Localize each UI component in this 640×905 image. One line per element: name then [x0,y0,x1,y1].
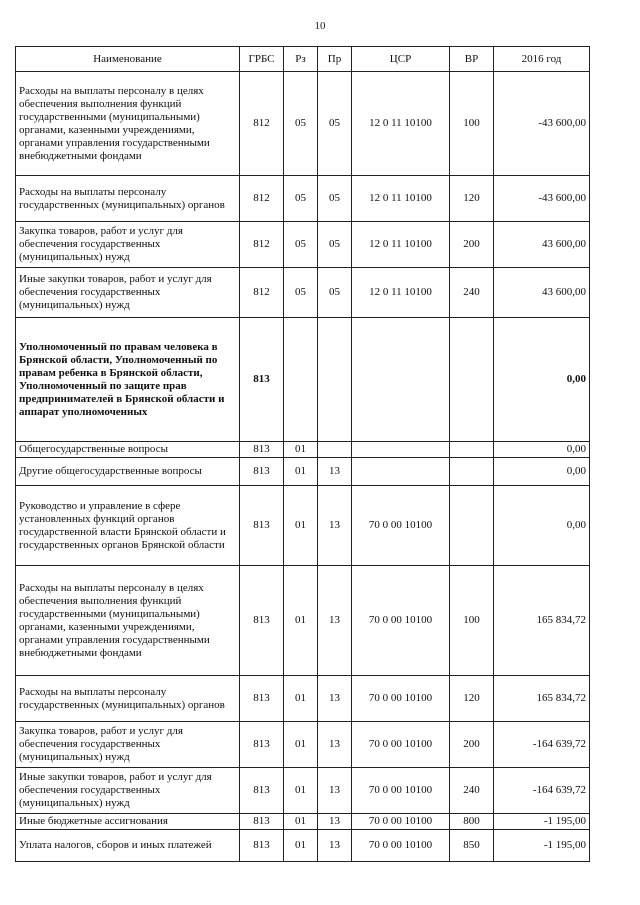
cell-rz: 01 [284,814,318,830]
table-row [16,486,590,566]
cell-vr: 200 [450,722,494,768]
cell-amount: 0,00 [494,318,590,442]
cell-rz: 01 [284,676,318,722]
header-csr: ЦСР [352,47,450,72]
cell-name: Расходы на выплаты персоналу в целях обеспечения выполнения функций государственными (муниципальными) органами, казенными учреждениями, органами управления государственными внебюджетными фондами [16,72,240,176]
cell-pr [318,442,352,458]
cell-name: Общегосударственные вопросы [16,442,240,458]
header-amount: 2016 год [494,47,590,72]
cell-csr [352,318,450,442]
cell-csr: 70 0 00 10100 [352,814,450,830]
cell-amount: 43 600,00 [494,222,590,268]
cell-csr: 70 0 00 10100 [352,676,450,722]
cell-vr: 120 [450,676,494,722]
cell-pr: 05 [318,72,352,176]
table-row [16,268,590,318]
cell-grbs: 812 [240,268,284,318]
table-row [16,442,590,458]
cell-name: Иные закупки товаров, работ и услуг для обеспечения государственных (муниципальных) нужд [16,268,240,318]
cell-vr [450,486,494,566]
cell-pr: 13 [318,722,352,768]
cell-name: Уплата налогов, сборов и иных платежей [16,830,240,862]
cell-grbs: 813 [240,676,284,722]
cell-name: Другие общегосударственные вопросы [16,458,240,486]
cell-amount: -1 195,00 [494,830,590,862]
cell-pr: 13 [318,676,352,722]
cell-pr: 13 [318,566,352,676]
cell-csr: 12 0 11 10100 [352,72,450,176]
cell-pr [318,318,352,442]
table-row [16,768,590,814]
cell-csr: 12 0 11 10100 [352,268,450,318]
cell-vr [450,318,494,442]
cell-pr: 13 [318,768,352,814]
cell-csr: 70 0 00 10100 [352,566,450,676]
cell-rz: 01 [284,830,318,862]
cell-rz: 01 [284,486,318,566]
cell-vr [450,442,494,458]
header-name: Наименование [16,47,240,72]
cell-amount: 0,00 [494,486,590,566]
cell-vr: 240 [450,268,494,318]
cell-grbs: 812 [240,176,284,222]
page-number: 10 [314,20,326,32]
cell-grbs: 813 [240,318,284,442]
cell-name: Иные бюджетные ассигнования [16,814,240,830]
cell-vr [450,458,494,486]
cell-rz: 01 [284,768,318,814]
table-row [16,830,590,862]
table-row [16,318,590,442]
cell-vr: 850 [450,830,494,862]
cell-pr: 05 [318,176,352,222]
cell-grbs: 813 [240,566,284,676]
table-row [16,458,590,486]
table-row [16,676,590,722]
cell-name: Руководство и управление в сфере установленных функций органов государственной власти Брянской области и государственных органов Брянской области [16,486,240,566]
cell-grbs: 813 [240,442,284,458]
cell-name: Расходы на выплаты персоналу государственных (муниципальных) органов [16,676,240,722]
budget-table [15,46,590,862]
table-row [16,722,590,768]
cell-amount: -43 600,00 [494,72,590,176]
cell-amount: -1 195,00 [494,814,590,830]
cell-pr: 13 [318,814,352,830]
cell-amount: -164 639,72 [494,722,590,768]
cell-name: Закупка товаров, работ и услуг для обеспечения государственных (муниципальных) нужд [16,222,240,268]
cell-rz: 01 [284,722,318,768]
cell-grbs: 813 [240,458,284,486]
cell-rz [284,318,318,442]
cell-vr: 100 [450,72,494,176]
cell-amount: 165 834,72 [494,566,590,676]
cell-vr: 100 [450,566,494,676]
cell-rz: 01 [284,566,318,676]
cell-vr: 120 [450,176,494,222]
cell-grbs: 812 [240,222,284,268]
table-row [16,176,590,222]
cell-rz: 01 [284,458,318,486]
cell-csr [352,442,450,458]
cell-rz: 05 [284,176,318,222]
cell-amount: 0,00 [494,442,590,458]
cell-amount: 0,00 [494,458,590,486]
cell-csr: 12 0 11 10100 [352,176,450,222]
cell-csr [352,458,450,486]
cell-csr: 12 0 11 10100 [352,222,450,268]
cell-csr: 70 0 00 10100 [352,722,450,768]
cell-name: Уполномоченный по правам человека в Брянской области, Уполномоченный по правам ребенка в Брянской области, Уполномоченный по защите прав предпринимателей в Брянской области и аппарат уполномоченных [16,318,240,442]
table-header-row [16,47,590,72]
cell-csr: 70 0 00 10100 [352,768,450,814]
cell-rz: 05 [284,222,318,268]
cell-grbs: 813 [240,722,284,768]
cell-name: Расходы на выплаты персоналу государственных (муниципальных) органов [16,176,240,222]
cell-vr: 800 [450,814,494,830]
cell-amount: 43 600,00 [494,268,590,318]
cell-rz: 01 [284,442,318,458]
cell-pr: 05 [318,268,352,318]
cell-name: Закупка товаров, работ и услуг для обеспечения государственных (муниципальных) нужд [16,722,240,768]
cell-pr: 05 [318,222,352,268]
cell-rz: 05 [284,72,318,176]
cell-pr: 13 [318,830,352,862]
cell-vr: 240 [450,768,494,814]
table-row [16,222,590,268]
cell-grbs: 813 [240,768,284,814]
cell-csr: 70 0 00 10100 [352,830,450,862]
header-vr: ВР [450,47,494,72]
cell-name: Иные закупки товаров, работ и услуг для обеспечения государственных (муниципальных) нужд [16,768,240,814]
header-pr: Пр [318,47,352,72]
cell-grbs: 813 [240,486,284,566]
cell-vr: 200 [450,222,494,268]
table-row [16,566,590,676]
cell-amount: -43 600,00 [494,176,590,222]
cell-amount: -164 639,72 [494,768,590,814]
cell-amount: 165 834,72 [494,676,590,722]
header-rz: Рз [284,47,318,72]
cell-rz: 05 [284,268,318,318]
cell-grbs: 813 [240,830,284,862]
cell-grbs: 813 [240,814,284,830]
cell-pr: 13 [318,486,352,566]
cell-grbs: 812 [240,72,284,176]
cell-csr: 70 0 00 10100 [352,486,450,566]
table-row [16,814,590,830]
header-grbs: ГРБС [240,47,284,72]
cell-name: Расходы на выплаты персоналу в целях обеспечения выполнения функций государственными (муниципальными) органами, казенными учреждениями, органами управления государственными внебюджетными фондами [16,566,240,676]
table-row [16,72,590,176]
cell-pr: 13 [318,458,352,486]
